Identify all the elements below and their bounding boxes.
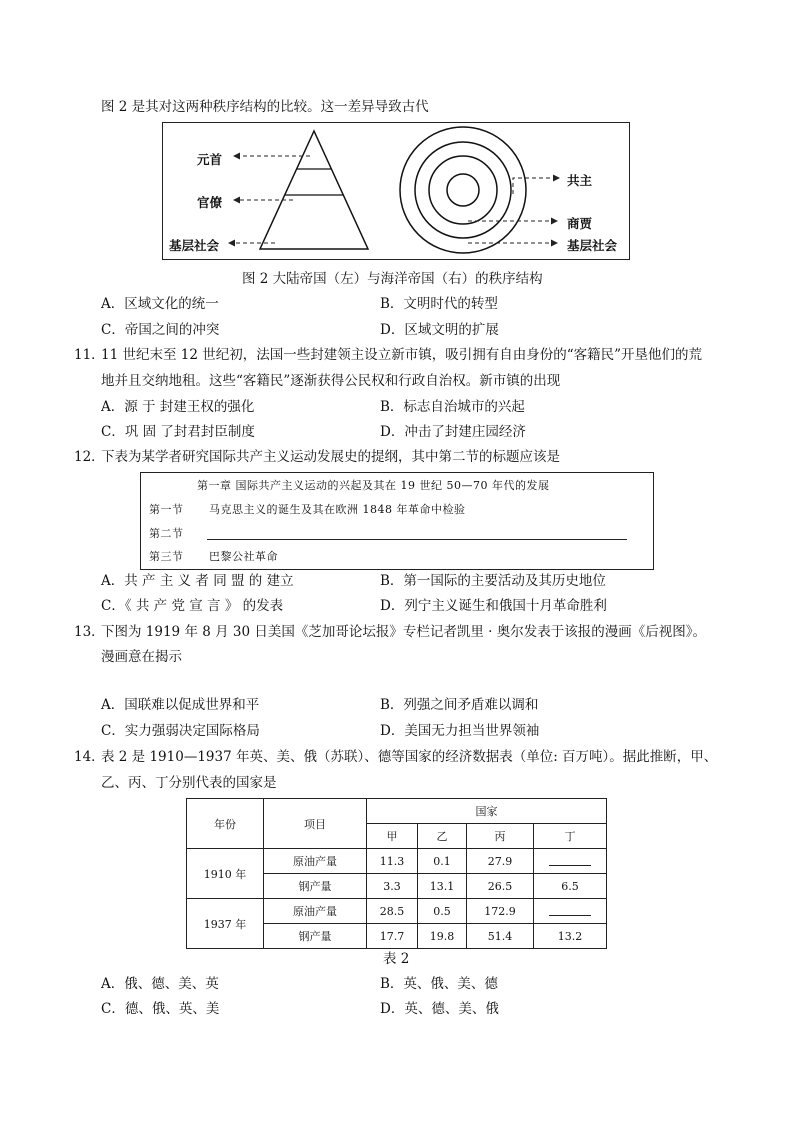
inner-circle: [447, 174, 479, 206]
q12-option-a[interactable]: A．共 产 主 义 者 同 盟 的 建立: [101, 573, 294, 589]
q13-stem-line1: 下图为 1919 年 8 月 30 日美国《芝加哥论坛报》专栏记者凯里 · 奥尔发表于该报的漫画《后视图》。: [101, 624, 706, 640]
q11-stem-line2: 地并且交纳地租。这些“客籍民”逐渐获得公民权和行政自治权。新市镇的出现: [101, 373, 561, 389]
cell-1910-oil-jia: 11.3: [367, 849, 418, 874]
q12-option-c[interactable]: C．《 共 产 党 宣 言 》 的发表: [101, 598, 284, 614]
history-outline-box: [140, 472, 654, 570]
q13-option-c[interactable]: C．实力强弱决定国际格局: [101, 723, 260, 739]
economic-data-table: [186, 798, 607, 949]
header-bing: 丙: [467, 824, 534, 849]
q11-option-c[interactable]: C．巩 固 了封君封臣制度: [101, 424, 255, 440]
q13-option-a[interactable]: A．国联难以促成世界和平: [101, 697, 260, 713]
q14-option-a[interactable]: A．俄、德、美、英: [101, 976, 219, 992]
header-country: 国家: [367, 799, 607, 824]
label-yuanshou: 元首: [197, 152, 223, 167]
arrow-gongzhu: [513, 178, 559, 194]
cell-1937-oil-jia: 28.5: [367, 899, 418, 924]
header-year: 年份: [187, 799, 264, 849]
item-steel-1910: 钢产量: [264, 874, 367, 899]
cell-1910-oil-ding: [534, 849, 607, 874]
q10-option-c[interactable]: C．帝国之间的冲突: [101, 322, 220, 338]
cell-1910-steel-yi: 13.1: [418, 874, 467, 899]
middle-circle-1: [429, 156, 497, 224]
q13-stem-line2: 漫画意在揭示: [101, 649, 182, 665]
item-oil-1937: 原油产量: [264, 899, 367, 924]
outline-chapter: 第一章 国际共产主义运动的兴起及其在 19 世纪 50—70 年代的发展: [197, 479, 550, 492]
q13-number: 13．: [74, 624, 105, 640]
item-oil-1910: 原油产量: [264, 849, 367, 874]
header-jia: 甲: [367, 824, 418, 849]
q14-option-d[interactable]: D．英、德、美、俄: [380, 1001, 499, 1017]
figure-2-caption: 图 2 大陆帝国（左）与海洋帝国（右）的秩序结构: [242, 271, 543, 287]
q12-number: 12．: [74, 449, 105, 465]
q13-option-d[interactable]: D．美国无力担当世界领袖: [380, 723, 540, 739]
cell-1937-oil-bing: 172.9: [467, 899, 534, 924]
cell-1937-steel-yi: 19.8: [418, 924, 467, 949]
q11-option-d[interactable]: D．冲击了封建庄园经济: [380, 424, 526, 440]
q11-number: 11．: [74, 347, 105, 363]
q10-intro: 图 2 是其对这两种秩序结构的比较。这一差异导致古代: [101, 99, 429, 115]
cell-1937-steel-bing: 51.4: [467, 924, 534, 949]
pyramid-shape: [260, 131, 368, 249]
q10-option-b[interactable]: B．文明时代的转型: [380, 296, 498, 312]
outline-section1-title: 马克思主义的诞生及其在欧洲 1848 年革命中检验: [209, 503, 466, 516]
label-jiceng-right: 基层社会: [567, 238, 618, 253]
year-1937: 1937 年: [187, 899, 264, 949]
outline-section2-label: 第二节: [149, 527, 184, 540]
label-shanggu: 商贾: [567, 216, 593, 231]
header-item: 项目: [264, 799, 367, 849]
outline-section2-blank: [207, 539, 627, 540]
q14-option-c[interactable]: C．德、俄、英、美: [101, 1001, 220, 1017]
item-steel-1937: 钢产量: [264, 924, 367, 949]
outline-section3-label: 第三节: [149, 550, 184, 563]
order-structure-diagram: [163, 123, 629, 259]
q10-option-d[interactable]: D．区域文明的扩展: [380, 322, 499, 338]
q14-stem-line2: 乙、丙、丁分别代表的国家是: [101, 775, 277, 791]
q12-option-d[interactable]: D．列宁主义诞生和俄国十月革命胜利: [380, 598, 607, 614]
label-jiceng-left: 基层社会: [169, 238, 220, 253]
q14-option-b[interactable]: B．英、俄、美、德: [380, 976, 498, 992]
cell-1910-oil-bing: 27.9: [467, 849, 534, 874]
q10-option-a[interactable]: A．区域文化的统一: [101, 296, 219, 312]
cell-1910-steel-jia: 3.3: [367, 874, 418, 899]
order-structure-figure: [162, 122, 630, 260]
cell-1910-oil-yi: 0.1: [418, 849, 467, 874]
cell-blank-line: [549, 853, 591, 866]
cell-1937-oil-ding: [534, 899, 607, 924]
q14-number: 14．: [74, 749, 105, 765]
header-ding: 丁: [534, 824, 607, 849]
cell-1937-oil-yi: 0.5: [418, 899, 467, 924]
q11-option-a[interactable]: A．源 于 封建王权的强化: [101, 399, 255, 415]
outline-section3-title: 巴黎公社革命: [209, 550, 278, 563]
outline-section1-label: 第一节: [149, 503, 184, 516]
label-gongzhu: 共主: [567, 173, 593, 188]
table-2-caption: 表 2: [383, 951, 410, 967]
q11-stem-line1: 11 世纪末至 12 世纪初，法国一些封建领主设立新市镇，吸引拥有自由身份的“客籍民”开垦他们的荒: [101, 347, 703, 363]
label-guanliao: 官僚: [197, 195, 223, 210]
cell-1937-steel-ding: 13.2: [534, 924, 607, 949]
q13-option-b[interactable]: B．列强之间矛盾难以调和: [380, 697, 539, 713]
q11-option-b[interactable]: B．标志自治城市的兴起: [380, 399, 525, 415]
cell-blank-line: [549, 903, 591, 916]
year-1910: 1910 年: [187, 849, 264, 899]
q14-stem-line1: 表 2 是 1910—1937 年英、美、俄（苏联）、德等国家的经济数据表（单位: 百万吨）。据此推断，甲、: [101, 749, 718, 765]
q12-stem: 下表为某学者研究国际共产主义运动发展史的提纲，其中第二节的标题应该是: [101, 449, 560, 465]
header-yi: 乙: [418, 824, 467, 849]
cell-1937-steel-jia: 17.7: [367, 924, 418, 949]
q12-option-b[interactable]: B．第一国际的主要活动及其历史地位: [380, 573, 606, 589]
outer-circle: [400, 127, 526, 253]
cell-1910-steel-ding: 6.5: [534, 874, 607, 899]
cell-1910-steel-bing: 26.5: [467, 874, 534, 899]
